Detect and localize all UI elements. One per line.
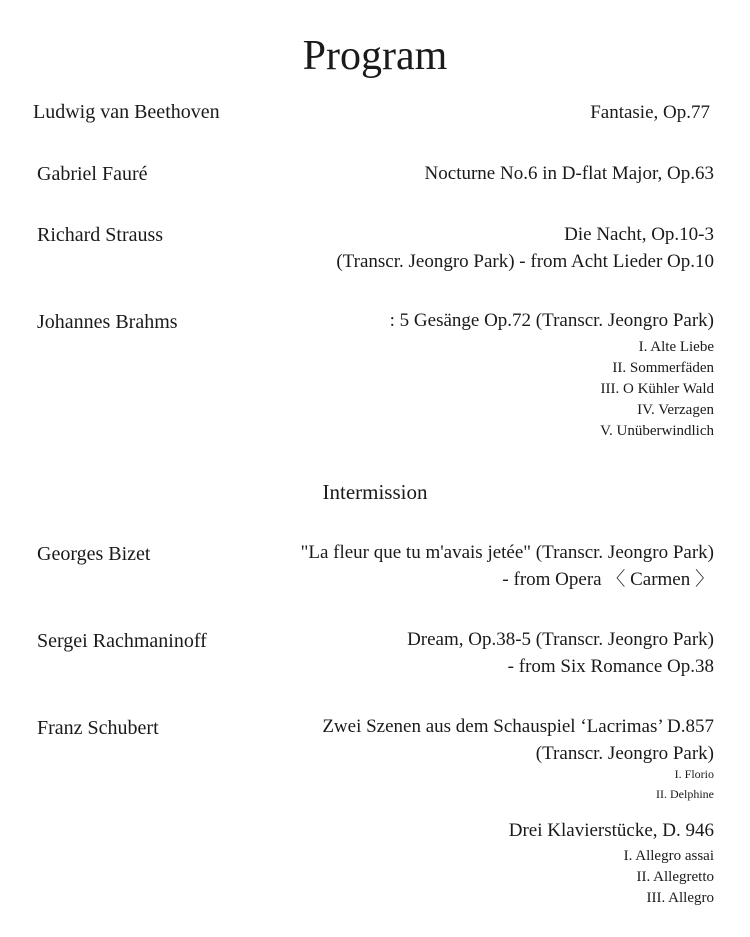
composer-strauss: Richard Strauss bbox=[37, 224, 164, 246]
movement-item: I. Allegro assai bbox=[623, 848, 714, 864]
movement-item: III. Allegro bbox=[646, 890, 714, 906]
work-schubert-klavierstucke bbox=[509, 817, 714, 844]
page-title: Program bbox=[302, 33, 448, 79]
movements-schubert-szenen bbox=[656, 764, 714, 804]
movement-item: III. O Kühler Wald bbox=[600, 381, 714, 397]
work-line: - from Six Romance Op.38 bbox=[507, 656, 714, 677]
movements-brahms bbox=[600, 337, 714, 442]
movement-item: I. Florio bbox=[674, 767, 714, 781]
work-line: (Transcr. Jeongro Park) bbox=[535, 743, 714, 764]
work-line: (Transcr. Jeongro Park) - from Acht Lieder Op.10 bbox=[336, 251, 714, 272]
work-rachmaninoff bbox=[407, 626, 714, 680]
movement-item: II. Sommerfäden bbox=[612, 360, 714, 376]
work-line: - from Opera 〈 Carmen 〉 bbox=[502, 569, 714, 590]
work-beethoven bbox=[590, 99, 710, 126]
work-faure bbox=[425, 160, 714, 187]
movement-item: V. Unüberwindlich bbox=[600, 423, 714, 439]
movement-item: II. Delphine bbox=[656, 787, 714, 801]
work-line: Die Nacht, Op.10-3 bbox=[564, 224, 714, 245]
composer-brahms: Johannes Brahms bbox=[37, 311, 178, 333]
work-bizet bbox=[301, 539, 714, 593]
work-line: Drei Klavierstücke, D. 946 bbox=[508, 820, 714, 841]
work-line: : 5 Gesänge Op.72 (Transcr. Jeongro Park) bbox=[389, 310, 714, 331]
work-line: Zwei Szenen aus dem Schauspiel ‘Lacrimas’ D.857 bbox=[322, 716, 714, 737]
work-line: "La fleur que tu m'avais jetée" (Transcr. Jeongro Park) bbox=[300, 542, 714, 563]
work-line: Dream, Op.38-5 (Transcr. Jeongro Park) bbox=[407, 629, 714, 650]
composer-rachmaninoff: Sergei Rachmaninoff bbox=[37, 630, 207, 652]
work-strauss bbox=[336, 221, 714, 275]
work-line: Fantasie, Op.77 bbox=[590, 102, 710, 123]
movement-item: IV. Verzagen bbox=[637, 402, 714, 418]
movements-schubert-klavierstucke bbox=[624, 846, 714, 909]
work-line: Nocturne No.6 in D-flat Major, Op.63 bbox=[424, 163, 714, 184]
work-schubert bbox=[322, 713, 714, 767]
movement-item: I. Alte Liebe bbox=[638, 339, 714, 355]
intermission-heading: Intermission bbox=[322, 480, 428, 504]
work-brahms bbox=[390, 307, 714, 334]
composer-schubert: Franz Schubert bbox=[37, 717, 159, 739]
composer-beethoven: Ludwig van Beethoven bbox=[33, 101, 220, 123]
movement-item: II. Allegretto bbox=[636, 869, 714, 885]
composer-bizet: Georges Bizet bbox=[37, 543, 151, 565]
composer-faure: Gabriel Fauré bbox=[37, 163, 148, 185]
